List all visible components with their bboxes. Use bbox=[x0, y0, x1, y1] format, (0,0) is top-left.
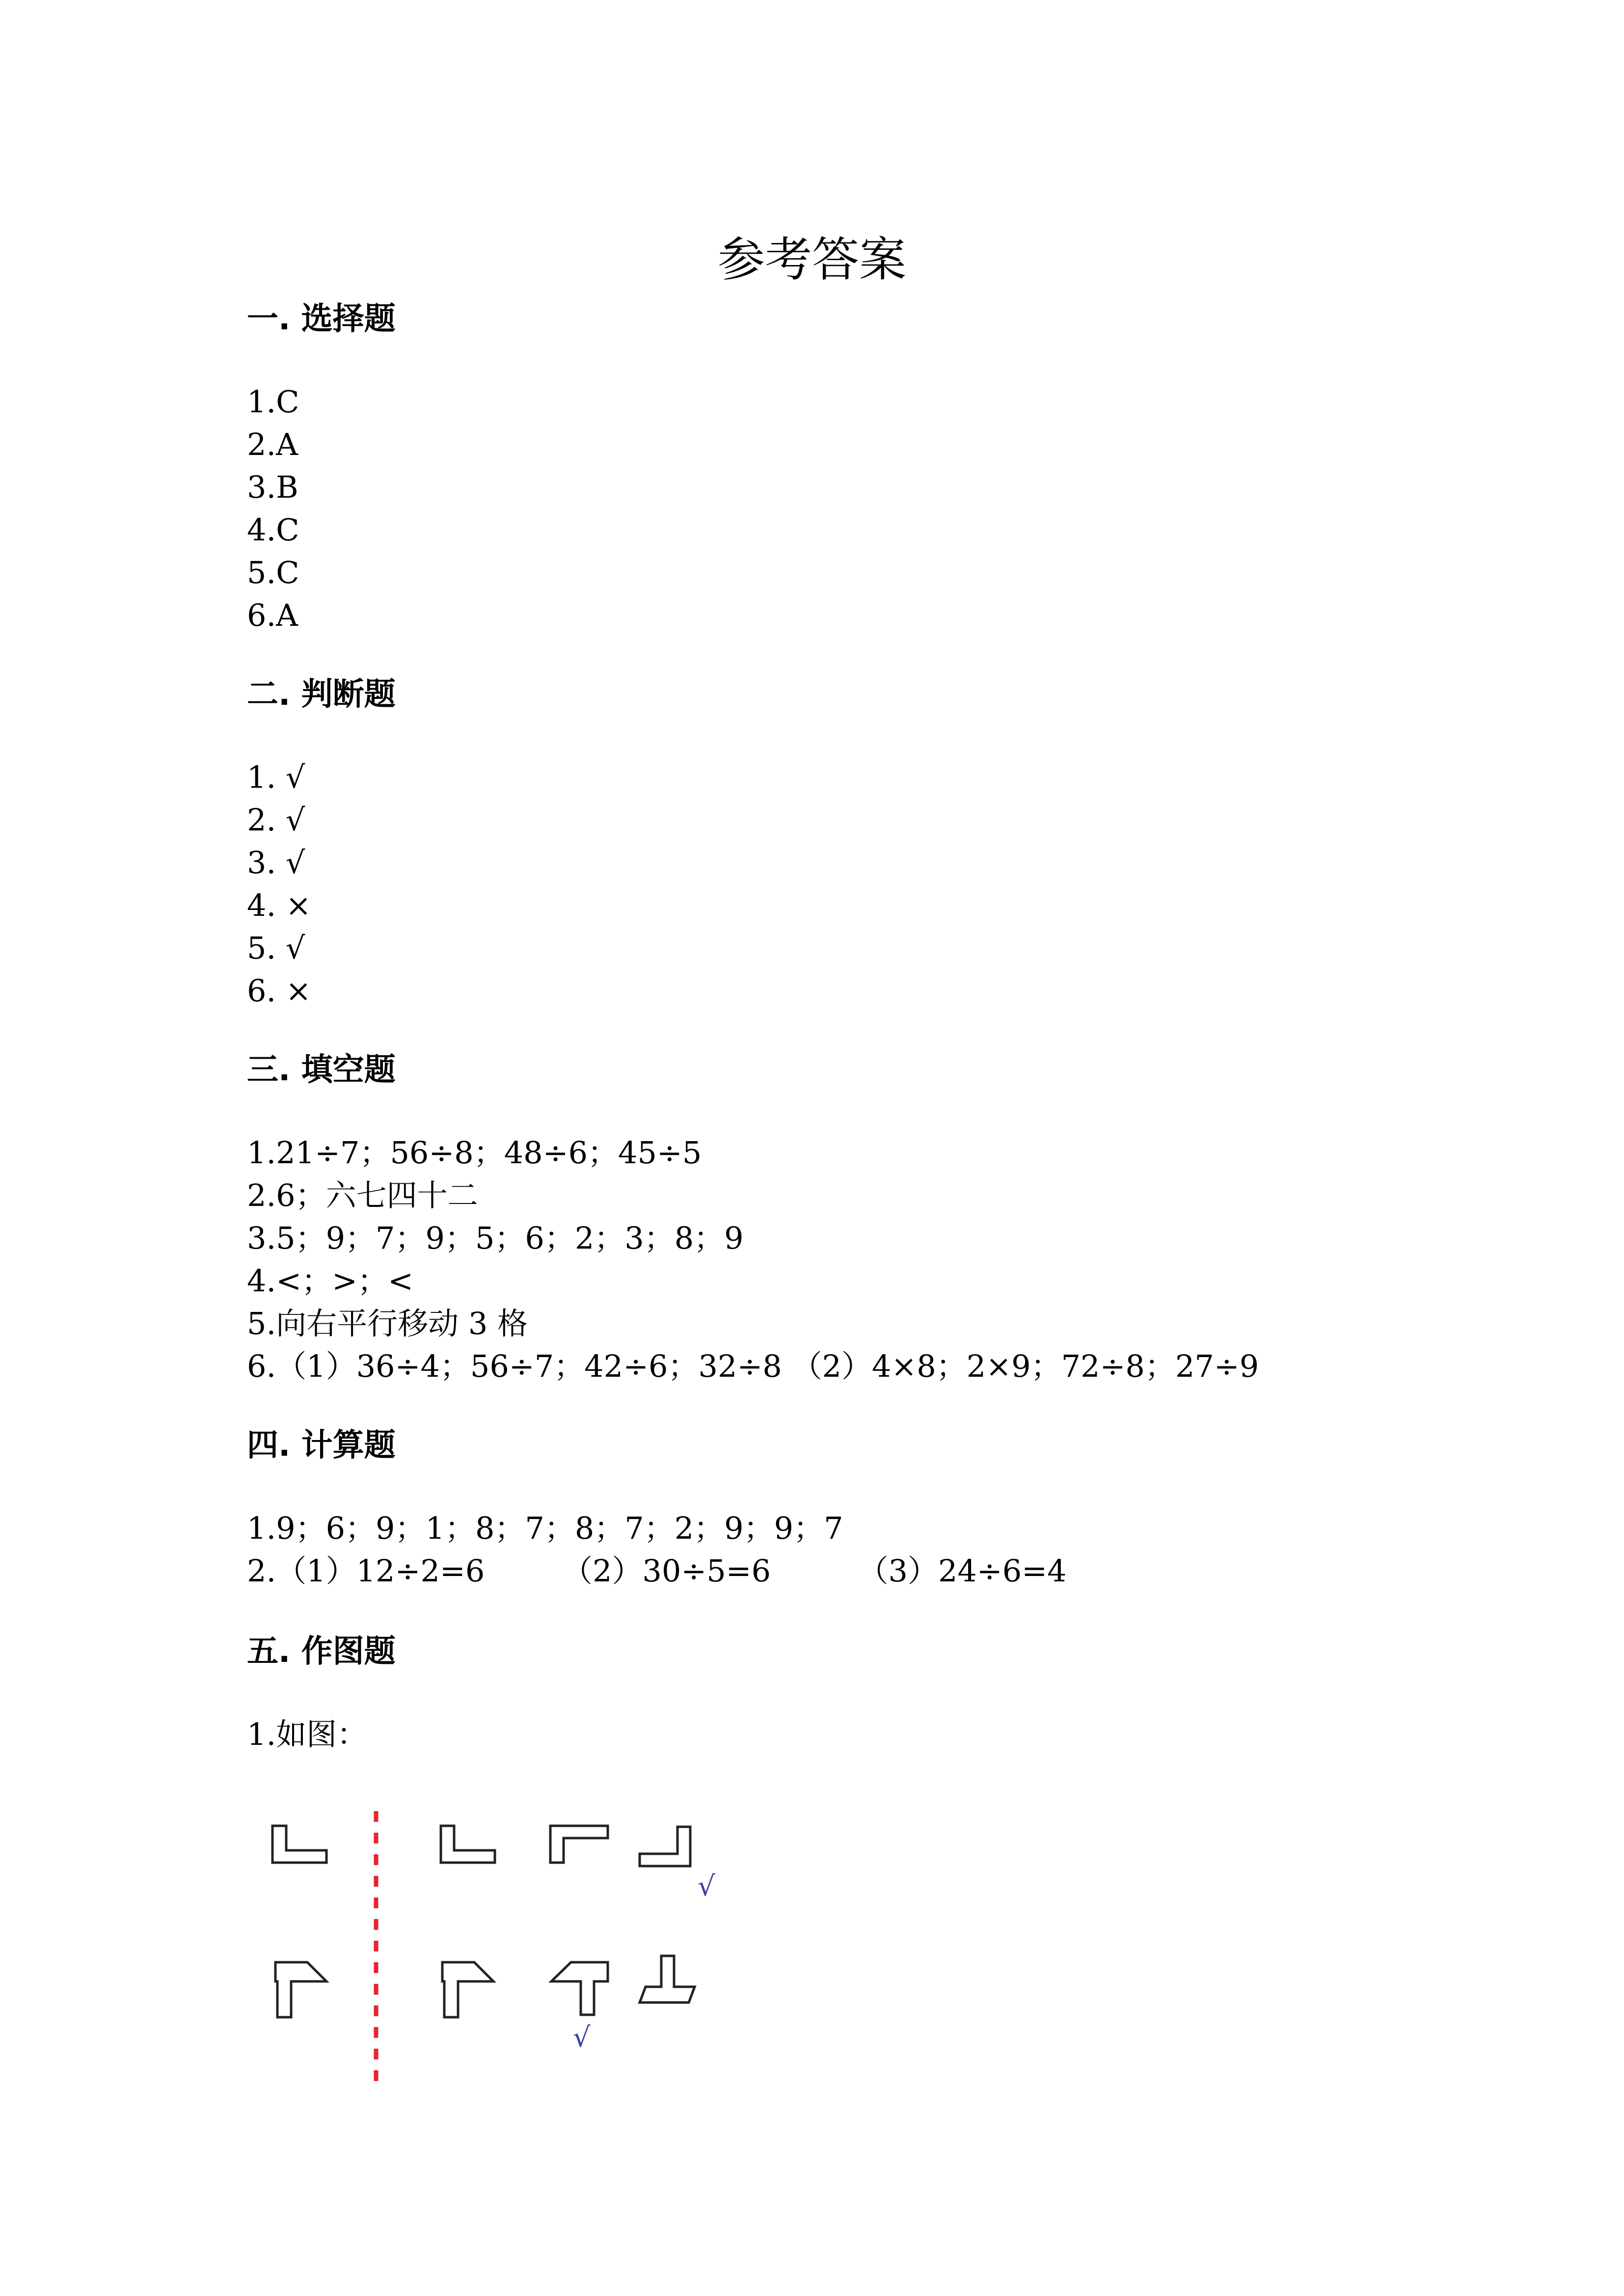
section-heading-calculation: 四. 计算题 bbox=[247, 1427, 396, 1464]
l-shape-option-3 bbox=[640, 1827, 690, 1866]
hammer-shape-option-1 bbox=[442, 1962, 493, 2017]
list-item: 1.21÷7；56÷8；48÷6；45÷5 bbox=[247, 1135, 702, 1171]
section-heading-drawing: 五. 作图题 bbox=[247, 1633, 396, 1670]
check-mark-row-2: √ bbox=[573, 2022, 591, 2054]
hammer-shape-option-2 bbox=[551, 1962, 608, 2015]
answer-list-drawing bbox=[247, 1713, 367, 1756]
answer-list-choice bbox=[247, 380, 299, 637]
list-item: 2.6；六七四十二 bbox=[247, 1177, 478, 1213]
list-item: 6.A bbox=[247, 597, 298, 633]
list-item: 3.B bbox=[247, 469, 298, 505]
list-item: 1.9；6；9；1；8；7；8；7；2；9；9；7 bbox=[247, 1510, 843, 1546]
l-shape-option-2 bbox=[550, 1826, 608, 1863]
answer-list-fill-blank bbox=[247, 1131, 1259, 1388]
list-item: 3. √ bbox=[247, 845, 305, 881]
list-item: 1. √ bbox=[247, 759, 305, 795]
list-item: 2. √ bbox=[247, 802, 305, 838]
transformation-figure bbox=[247, 1806, 787, 2110]
list-item: 3.5；9；7；9；5；6；2；3；8；9 bbox=[247, 1220, 744, 1256]
list-item: 5.向右平行移动 3 格 bbox=[247, 1306, 528, 1341]
l-shape-original bbox=[272, 1826, 326, 1863]
list-item: 6.（1）36÷4；56÷7；42÷6；32÷8 （2）4×8；2×9；72÷8；27÷9 bbox=[247, 1348, 1259, 1384]
list-item: 4.<；>；< bbox=[247, 1263, 414, 1299]
section-heading-choice: 一. 选择题 bbox=[247, 301, 396, 337]
hammer-shape-option-3 bbox=[640, 1956, 695, 2002]
page-title: 参考答案 bbox=[718, 232, 906, 288]
list-item: 2.A bbox=[247, 427, 298, 462]
list-item: 1.C bbox=[247, 384, 299, 420]
list-item: 2.（1）12÷2=6 （2）30÷5=6 （3）24÷6=4 bbox=[247, 1553, 1067, 1589]
section-heading-fill-blank: 三. 填空题 bbox=[247, 1052, 396, 1088]
list-item: 5. √ bbox=[247, 930, 305, 966]
l-shape-option-1 bbox=[441, 1826, 495, 1863]
answer-list-calculation bbox=[247, 1507, 1067, 1592]
list-item: 4. × bbox=[247, 887, 311, 923]
list-item: 1.如图： bbox=[247, 1716, 368, 1752]
list-item: 4.C bbox=[247, 512, 299, 548]
check-mark-row-1: √ bbox=[698, 1870, 715, 1902]
hammer-shape-original bbox=[275, 1962, 326, 2017]
answer-list-judgement bbox=[247, 756, 311, 1012]
list-item: 5.C bbox=[247, 555, 299, 590]
section-heading-judgement: 二. 判断题 bbox=[247, 676, 396, 713]
list-item: 6. × bbox=[247, 973, 311, 1009]
